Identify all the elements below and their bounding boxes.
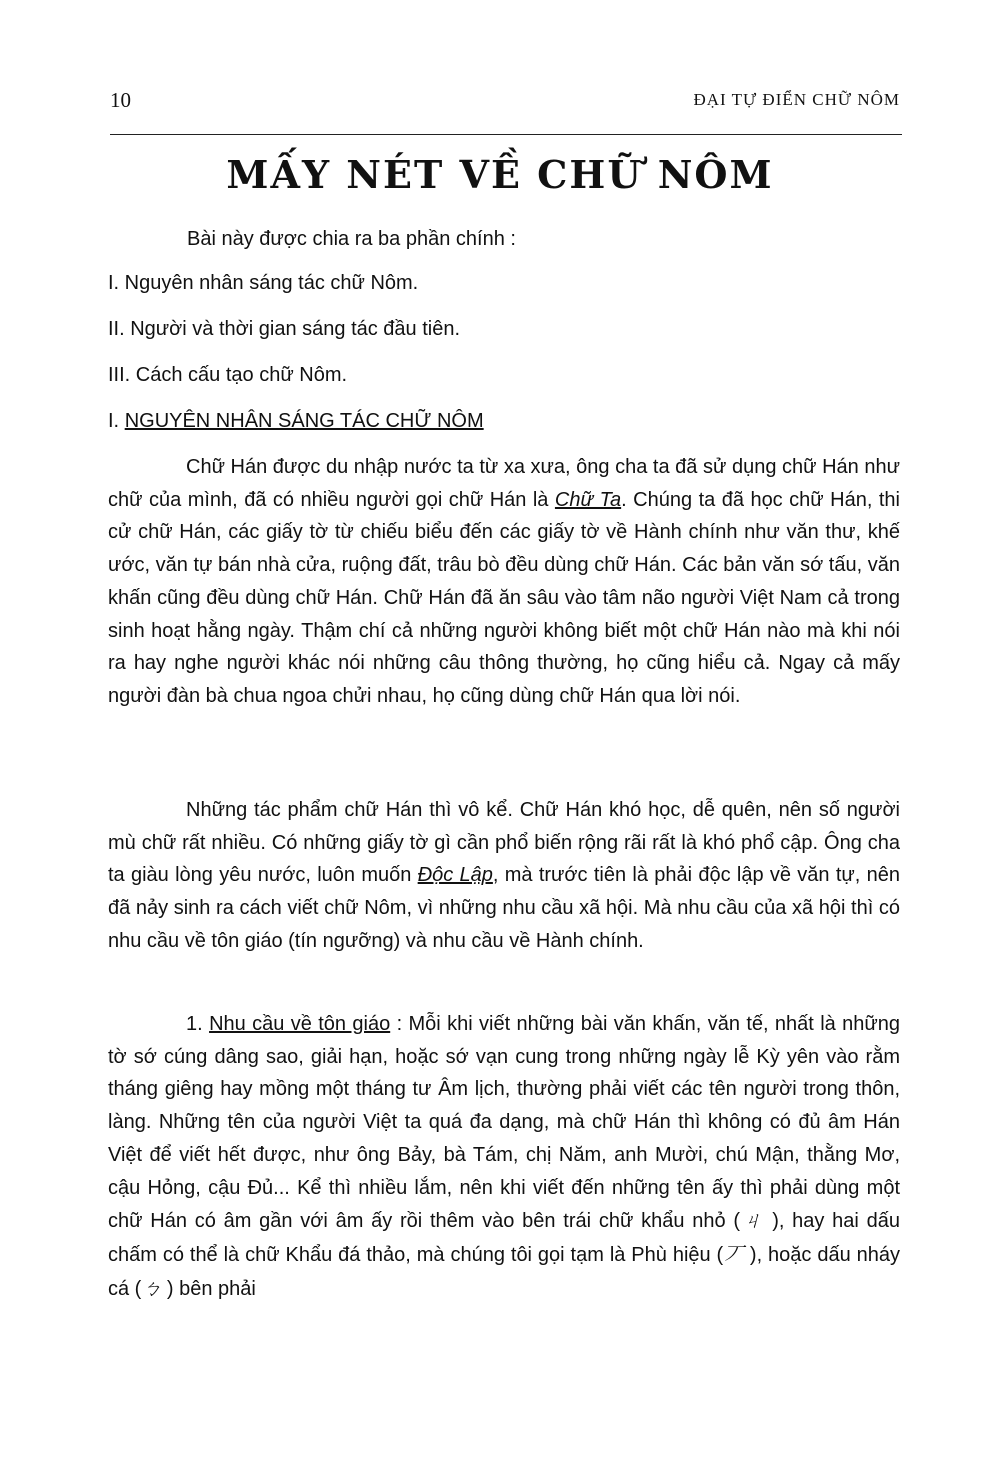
- paragraph-3-text-d: ) bên phải: [166, 1277, 256, 1300]
- outline-item-2: II. Người và thời gian sáng tác đầu tiên.: [108, 318, 461, 340]
- paragraph-1-emphasis: Chữ Ta: [554, 488, 622, 511]
- paragraph-1-text-a: Chữ Hán được du nhập nước ta từ xa xưa, ông cha ta đã sử dụng chữ Hán như chữ của mình, đã có nhiều người gọi chữ Hán là: [108, 456, 900, 511]
- outline-item-1: I. Nguyên nhân sáng tác chữ Nôm.: [108, 272, 419, 294]
- paragraph-3-text-b: ), hay hai dấu chấm có thể là chữ Khẩu đá thảo, mà chúng tôi gọi tạm là Phù hiệu (: [108, 1210, 900, 1266]
- header-rule: [110, 134, 902, 135]
- page-number: 10: [110, 88, 131, 112]
- paragraph-1: [108, 451, 900, 713]
- paragraph-2-text-a: Những tác phẩm chữ Hán thì vô kể. Chữ Hán khó học, dễ quên, nên số người mù chữ rất nhiều. Có những giấy tờ gì cần phổ biến rộng rãi rất là khó phổ cập. Ông cha ta giàu lòng yêu nước, luôn muốn: [108, 799, 900, 887]
- paragraph-2-emphasis: Độc Lập: [417, 864, 493, 887]
- mouth-radical-glyph: ㄐ: [740, 1208, 765, 1233]
- section-heading: [108, 410, 484, 433]
- tick-mark-glyph: ㄅ: [141, 1275, 162, 1300]
- paragraph-3-number: 1.: [186, 1013, 203, 1035]
- running-header: [110, 88, 900, 118]
- paragraph-3-text-a: : Mỗi khi viết những bài văn khấn, văn tế, nhất là những tờ sớ cúng dâng sao, giải hạn, hoặc sớ vạn cung trong những ngày lễ Kỳ yên vào rằm tháng giêng hay mồng một tháng tư Âm lịch, thường phải viết các tên người trong thôn, làng. Những tên của người Việt ta quá đa dạng, mà chữ Hán thì không có đủ âm Hán Việt để viết hết được, như ông Bảy, bà Tám, chị Năm, anh Mười, chú Mận, thằng Mơ, cậu Hỏng, cậu Đủ... Kể thì nhiều lắm, nên khi viết đến những tên ấy thì phải dùng một chữ Hán có âm gần với âm ấy rồi thêm vào bên trái chữ khẩu nhỏ (: [108, 1013, 901, 1233]
- section-number: I.: [108, 410, 120, 432]
- book-title: ĐẠI TỰ ĐIỂN CHỮ NÔM: [693, 90, 900, 109]
- section-title: NGUYÊN NHÂN SÁNG TÁC CHỮ NÔM: [124, 410, 484, 432]
- paragraph-3-text-c: ), hoặc dấu nháy cá (: [108, 1243, 901, 1300]
- paragraph-1-text-b: . Chúng ta đã học chữ Hán, thi cử chữ Hán, các giấy tờ từ chiếu biểu đến các giấy tờ về Hành chính như văn thư, khế ước, văn tự bán nhà cửa, ruộng đất, trâu bò đều dùng chữ Hán. Các bản văn sớ tấu, văn khấn cũng đều dùng chữ Hán. Chữ Hán đã ăn sâu vào tâm não người Việt Nam cả trong sinh hoạt hằng ngày. Thậm chí cả những người không biết một chữ Hán nào mà khi nói ra hay nghe người khác nói những câu thông thường, họ cũng hiểu cả. Ngay cả mấy người đàn bà chua ngoa chửi nhau, họ cũng dùng chữ Hán qua lời nói.: [108, 488, 900, 707]
- paragraph-2-text-b: , mà trước tiên là phải độc lập về văn tự, nên đã nảy sinh ra cách viết chữ Nôm, vì những nhu cầu xã hội. Mà nhu cầu của xã hội thì có nhu cầu về tôn giáo (tín ngưỡng) và nhu cầu về Hành chính.: [108, 864, 900, 952]
- symbol-glyph: 丆: [723, 1241, 744, 1266]
- paragraph-3: [108, 1008, 900, 1305]
- chapter-title: MẤY NÉT VỀ CHỮ NÔM: [226, 152, 774, 197]
- paragraph-2: [108, 794, 900, 958]
- paragraph-3-heading: Nhu cầu về tôn giáo: [209, 1013, 391, 1035]
- outline-item-3: III. Cách cấu tạo chữ Nôm.: [108, 364, 348, 386]
- intro-line: Bài này được chia ra ba phần chính :: [187, 228, 516, 250]
